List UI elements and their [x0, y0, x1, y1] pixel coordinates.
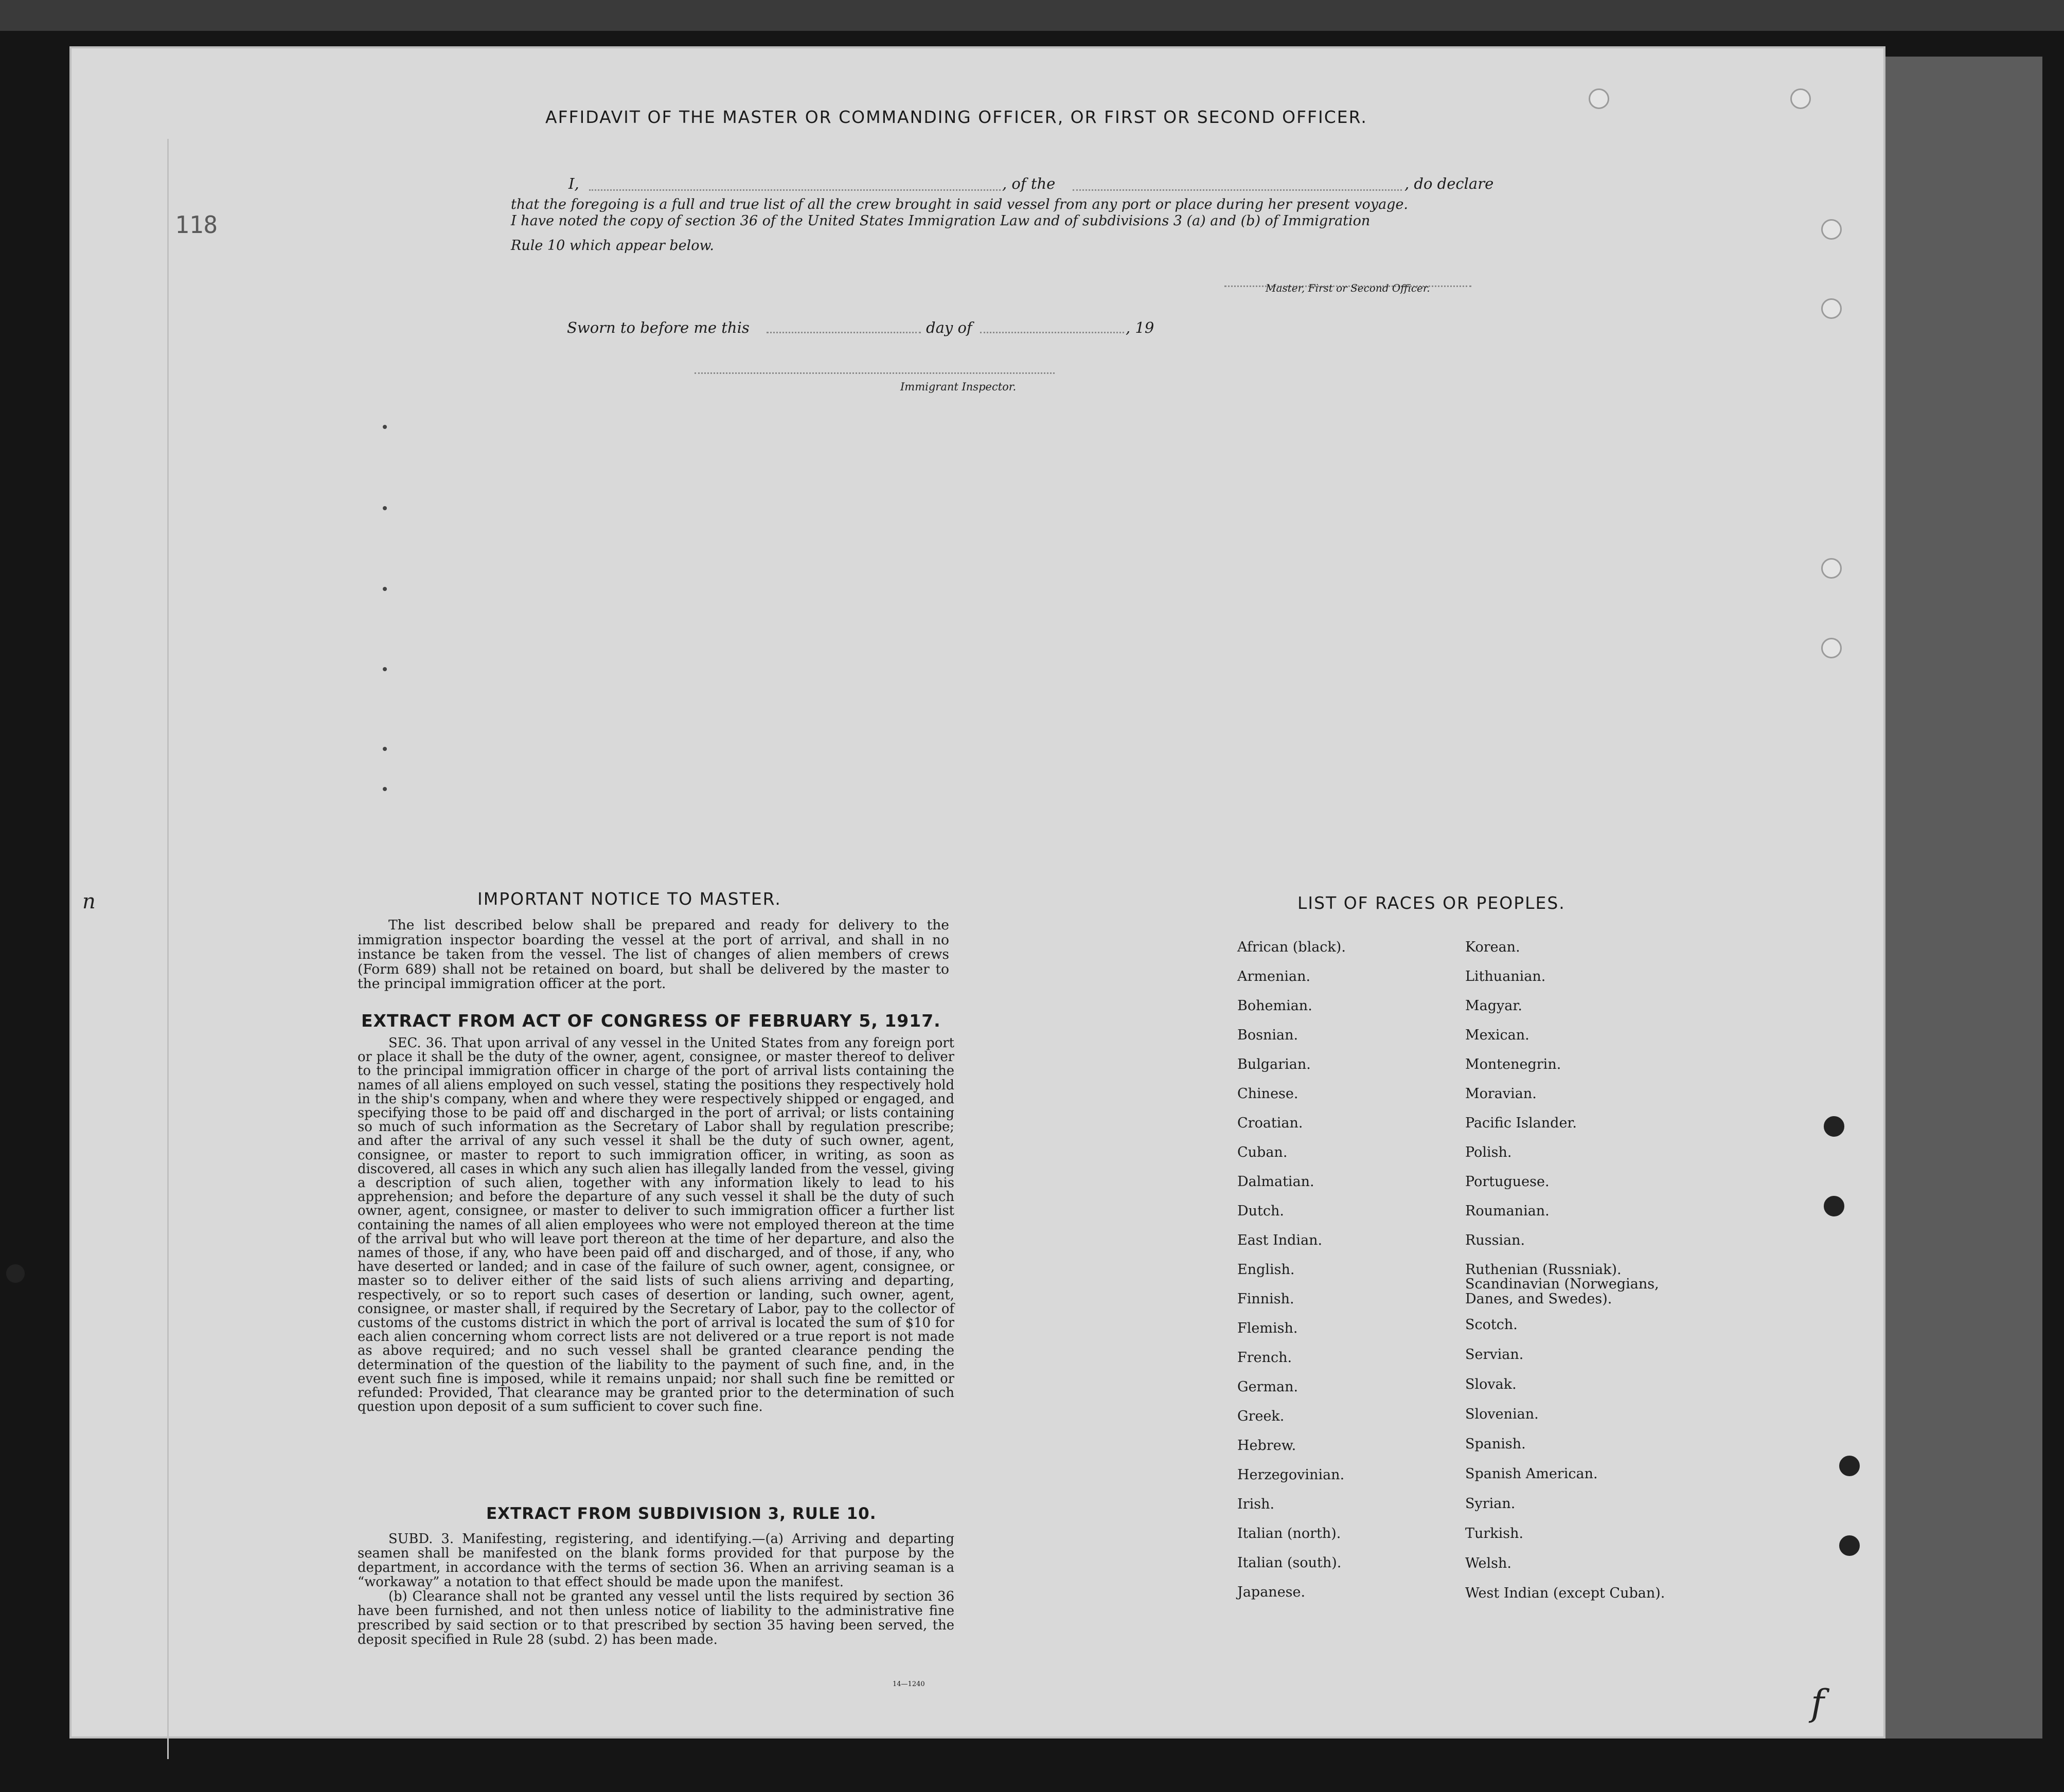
inspector-signature-blank — [695, 372, 1055, 374]
races-title: LIST OF RACES OR PEOPLES. — [1297, 893, 1565, 913]
affidavit-i: I, — [568, 175, 579, 192]
name-blank — [589, 189, 1001, 191]
race-right-8: Portuguese. — [1465, 1174, 1550, 1190]
punch-hole — [1839, 1456, 1860, 1476]
race-right-16: Slovenian. — [1465, 1406, 1539, 1422]
act-body — [358, 1036, 954, 1414]
race-left-14: French. — [1237, 1350, 1292, 1366]
master-signature-label: Master, First or Second Officer. — [1266, 282, 1430, 294]
year-label: , 19 — [1126, 319, 1154, 336]
scan-top-edge — [0, 0, 2064, 31]
affidavit-line-2: I have noted the copy of section 36 of the United States Immigration Law and of subdivisions 3 (a) and (b) of Immigration — [511, 213, 1371, 229]
race-left-17: Hebrew. — [1237, 1438, 1296, 1454]
punch-hole — [1821, 638, 1842, 658]
punch-hole — [1824, 1196, 1844, 1216]
race-right-13: Scotch. — [1465, 1317, 1518, 1333]
race-right-0: Korean. — [1465, 939, 1520, 955]
punch-hole — [6, 1264, 25, 1283]
race-right-14: Servian. — [1465, 1347, 1524, 1363]
rule-title: EXTRACT FROM SUBDIVISION 3, RULE 10. — [486, 1504, 877, 1523]
rule-text-b: (b) Clearance shall not be granted any vessel until the lists required by section 36 have been furnished, and not then unless notice of liability to the administrative fine prescribed by said section or to that prescribed by section 35 having been served, the deposit specified in Rule 28 (subd. 2) has been made. — [358, 1589, 954, 1647]
affidavit-title: AFFIDAVIT OF THE MASTER OR COMMANDING OFFICER, OR FIRST OR SECOND OFFICER. — [545, 107, 1367, 127]
day-blank — [767, 332, 921, 333]
punch-hole — [1821, 558, 1842, 579]
race-right-21: Welsh. — [1465, 1555, 1511, 1571]
notice-text: The list described below shall be prepared and ready for delivery to the immigration inspector boarding the vessel at the port of arrival, and shall in no instance be taken from the vessel. The list of changes of alien members of crews (Form 689) shall not be retained on board, but shall be delivered by the master to the principal immigration officer at the port. — [358, 917, 949, 992]
dot-mark — [383, 667, 387, 671]
dot-mark — [383, 506, 387, 510]
race-left-16: Greek. — [1237, 1408, 1285, 1424]
page-number-mark: 118 — [175, 211, 218, 239]
race-left-10: East Indian. — [1237, 1232, 1323, 1248]
race-left-8: Dalmatian. — [1237, 1174, 1314, 1190]
punch-hole — [1839, 1535, 1860, 1556]
race-left-5: Chinese. — [1237, 1086, 1298, 1102]
corner-handwriting: f — [1811, 1682, 1824, 1724]
punch-hole — [1589, 88, 1609, 109]
race-right-22: West Indian (except Cuban). — [1465, 1585, 1665, 1601]
affidavit-do-declare: , do declare — [1404, 175, 1494, 192]
race-right-18: Spanish American. — [1465, 1466, 1598, 1482]
race-left-9: Dutch. — [1237, 1203, 1284, 1219]
race-right-15: Slovak. — [1465, 1376, 1517, 1392]
race-left-15: German. — [1237, 1379, 1298, 1395]
race-left-18: Herzegovinian. — [1237, 1467, 1345, 1483]
race-left-4: Bulgarian. — [1237, 1056, 1311, 1072]
race-left-1: Armenian. — [1237, 969, 1311, 984]
race-left-2: Bohemian. — [1237, 998, 1312, 1014]
race-right-10: Russian. — [1465, 1232, 1525, 1248]
race-left-22: Japanese. — [1237, 1584, 1306, 1600]
race-left-6: Croatian. — [1237, 1115, 1303, 1131]
punch-hole — [1821, 298, 1842, 319]
sworn-label: Sworn to before me this — [567, 319, 750, 336]
race-left-19: Irish. — [1237, 1496, 1275, 1512]
margin-rule — [167, 139, 169, 1759]
rule-text-a: SUBD. 3. Manifesting, registering, and identifying.—(a) Arriving and departing seamen shall be manifested on the blank forms provided for that purpose by the department, in accordance with the terms of section 36. When an arriving seaman is a “workaway” a notation to that effect should be made upon the manifest. — [358, 1531, 954, 1590]
race-right-7: Polish. — [1465, 1144, 1512, 1160]
race-right-3: Mexican. — [1465, 1027, 1529, 1043]
punch-hole — [1821, 219, 1842, 240]
month-blank — [980, 332, 1124, 333]
race-right-12: Scandinavian (Norwegians, Danes, and Swedes). — [1465, 1276, 1659, 1307]
race-right-17: Spanish. — [1465, 1436, 1526, 1452]
race-right-11: Ruthenian (Russniak). — [1465, 1262, 1622, 1278]
dot-mark — [383, 425, 387, 429]
race-right-9: Roumanian. — [1465, 1203, 1550, 1219]
act-title: EXTRACT FROM ACT OF CONGRESS OF FEBRUARY 5, 1917. — [361, 1011, 941, 1031]
notice-body — [358, 918, 949, 992]
race-right-4: Montenegrin. — [1465, 1056, 1561, 1072]
day-of-label: day of — [926, 319, 972, 336]
margin-handwriting: n — [82, 890, 96, 913]
race-left-11: English. — [1237, 1262, 1295, 1278]
affidavit-line-3: Rule 10 which appear below. — [511, 238, 714, 254]
form-number: 14—1240 — [893, 1680, 925, 1688]
race-left-21: Italian (south). — [1237, 1555, 1342, 1571]
dot-mark — [383, 787, 387, 791]
notice-title: IMPORTANT NOTICE TO MASTER. — [477, 889, 781, 909]
dot-mark — [383, 587, 387, 591]
rule-body — [358, 1532, 954, 1647]
race-left-7: Cuban. — [1237, 1144, 1288, 1160]
punch-hole — [1824, 1116, 1844, 1137]
race-left-3: Bosnian. — [1237, 1027, 1298, 1043]
race-left-12: Finnish. — [1237, 1291, 1294, 1307]
affidavit-line-1: that the foregoing is a full and true list of all the crew brought in said vessel from any port or place during her present voyage. — [511, 196, 1409, 212]
act-text: SEC. 36. That upon arrival of any vessel in the United States from any foreign port or place it shall be the duty of the owner, agent, consignee, or master thereof to deliver to the principal immigration officer in charge of the port of arrival lists containing the names of all aliens employed on such vessel, stating the positions they respectively hold in the ship's company, when and where they were respectively shipped or engaged, and specifying those to be paid off and discharged in the port of arrival; or lists containing so much of such information as the Secretary of Labor shall by regulation prescribe; and after the arrival of any such vessel it shall be the duty of such owner, agent, consignee, or master to report to such immigration officer, in writing, as soon as discovered, all cases in which any such alien has illegally landed from the vessel, giving a description of such alien, together with any information likely to lead to his apprehension; and before the departure of any such vessel it shall be the duty of such owner, agent, consignee, or master to deliver to such immigration officer a further list containing the names of all alien employees who were not employed thereon at the time of the arrival but who will leave port thereon at the time of her departure, and also the names of those, if any, who have been paid off and discharged, and of those, if any, who have deserted or landed; and in case of the failure of such owner, agent, consignee, or master so to deliver either of the said lists of such aliens arriving and departing, respectively, or so to report such cases of desertion or landing, such owner, agent, consignee, or master shall, if required by the Secretary of Labor, pay to the collector of customs of the customs district in which the port of arrival is located the sum of $10 for each alien concerning whom correct lists are not delivered or a true report is not made as above required; and no such vessel shall be granted clearance pending the determination of the question of the liability to the payment of such fine, and, in the event such fine is imposed, while it remains unpaid; nor shall such fine be remitted or refunded: Provided, That clearance may be granted prior to the determination of such question upon deposit of a sum sufficient to cover such fine. — [358, 1035, 954, 1415]
manifest-back-page — [69, 46, 1885, 1739]
race-right-5: Moravian. — [1465, 1086, 1537, 1102]
dot-mark — [383, 747, 387, 751]
punch-hole — [1790, 88, 1811, 109]
race-left-20: Italian (north). — [1237, 1526, 1341, 1542]
vessel-blank — [1073, 189, 1402, 191]
inspector-label: Immigrant Inspector. — [900, 381, 1017, 393]
race-right-19: Syrian. — [1465, 1496, 1516, 1512]
race-left-0: African (black). — [1237, 939, 1346, 955]
race-right-2: Magyar. — [1465, 998, 1522, 1014]
race-right-6: Pacific Islander. — [1465, 1115, 1577, 1131]
race-right-20: Turkish. — [1465, 1526, 1524, 1542]
race-right-1: Lithuanian. — [1465, 969, 1546, 984]
affidavit-of-the: , of the — [1002, 175, 1056, 192]
race-left-13: Flemish. — [1237, 1320, 1298, 1336]
